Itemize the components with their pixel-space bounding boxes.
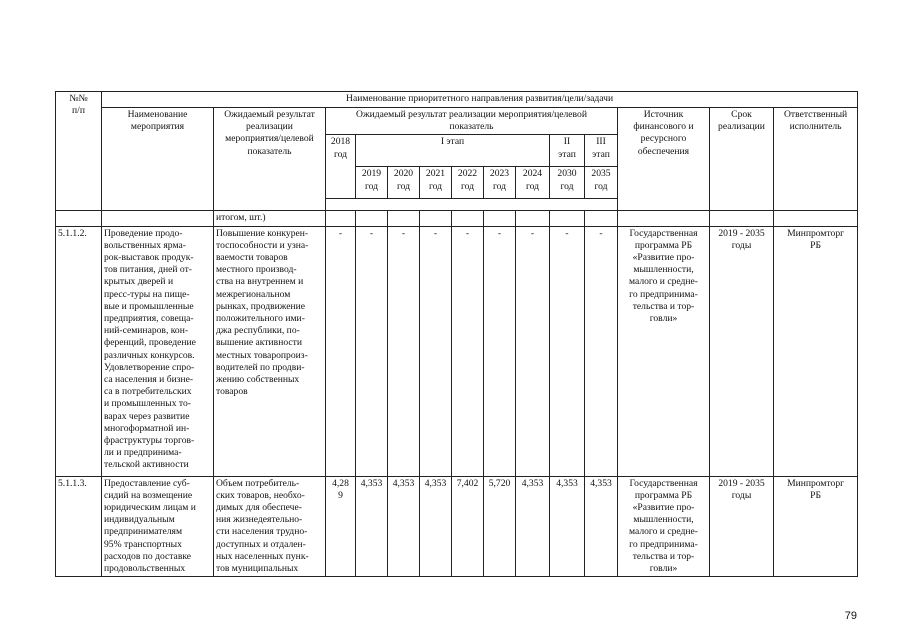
responsible-cell: Минпромторг РБ: [774, 226, 858, 476]
stage-2-header: II этап: [550, 135, 585, 167]
value-cell: -: [452, 226, 484, 476]
source-header: Источник финансового и ресурсного обеспечения: [618, 108, 710, 211]
table-cell: [56, 211, 102, 226]
responsible-cell: Минпромторг РБ: [774, 476, 858, 577]
row-number: 5.1.1.2.: [56, 226, 102, 476]
value-cell: -: [484, 226, 516, 476]
value-cell: -: [516, 226, 550, 476]
stage-3-header: III этап: [585, 135, 618, 167]
col-num-header: №№ п/п: [56, 92, 102, 211]
year-header: 2024 год: [516, 167, 550, 199]
table-cell: [102, 211, 214, 226]
term-cell: 2019 - 2035 годы: [710, 226, 774, 476]
expected-indicator-header: Ожидаемый результат реализации мероприятия/целевой показатель: [326, 108, 618, 135]
table-cell: [550, 211, 585, 226]
event-name-header: Наименование мероприятия: [102, 108, 214, 211]
expected-result-cell: Объем потребитель- ских товаров, необхо- димых для обеспече- ния жизнедеятельно- сти населения трудно- доступных и отдален- ных населенных пунк- тов муниципальных: [214, 476, 326, 577]
table-cell: [452, 211, 484, 226]
value-cell: 5,720: [484, 476, 516, 577]
expected-result-cell: Повышение конкурен- тоспособности и узна- ваемости товаров местного производ- ства на внутреннем и межрегиональном рынках, продвижение положительного ими- джа республики, по- вышение активности местных товаропроиз- водителей по продви- жению собственных товаров: [214, 226, 326, 476]
row-number: 5.1.1.3.: [56, 476, 102, 577]
table-cell: [356, 211, 388, 226]
table-cell: [710, 211, 774, 226]
value-cell: -: [420, 226, 452, 476]
expected-result-header: Ожидаемый результат реализации мероприятия/целевой показатель: [214, 108, 326, 211]
responsible-header: Ответственный исполнитель: [774, 108, 858, 211]
table-cell: [585, 211, 618, 226]
direction-header: Наименование приоритетного направления развития/цели/задачи: [102, 92, 858, 108]
source-cell: Государственная программа РБ «Развитие про- мышленности, малого и средне- го предпринима- тельства и тор- говли»: [618, 476, 710, 577]
year-header: 2020 год: [388, 167, 420, 199]
table-cell: [774, 211, 858, 226]
table-cell: [326, 211, 356, 226]
value-cell: 4,353: [356, 476, 388, 577]
table-row: [56, 476, 858, 577]
header-row-2: [56, 108, 858, 135]
table-cell: [420, 211, 452, 226]
value-cell: -: [585, 226, 618, 476]
term-cell: 2019 - 2035 годы: [710, 476, 774, 577]
header-spacer-cell: [326, 199, 618, 211]
year-2018-header: 2018 год: [326, 135, 356, 199]
year-header: 2023 год: [484, 167, 516, 199]
year-header: 2022 год: [452, 167, 484, 199]
year-header: 2021 год: [420, 167, 452, 199]
header-row-1: [56, 92, 858, 108]
page-number: 79: [844, 610, 857, 622]
value-cell: -: [356, 226, 388, 476]
value-cell: 4,353: [516, 476, 550, 577]
value-cell: 7,402: [452, 476, 484, 577]
table-row: [56, 226, 858, 476]
year-header: 2035 год: [585, 167, 618, 199]
stage-1-header: I этап: [356, 135, 550, 167]
event-name-cell: Проведение продо- вольственных ярма- рок-выставок продук- тов питания, дней от- крытых дверей и пресс-туры на пище- вые и промышленные предприятия, совеща- ний-семинаров, кон- ференций, проведение различных конкурсов. Удовлетворение спро- са населения и бизне- са в потребительских и промышленных то- варах через развитие многоформатной ин- фраструктуры торгов- ли и предпринима- тельской активности: [102, 226, 214, 476]
value-cell: 4,353: [585, 476, 618, 577]
year-header: 2030 год: [550, 167, 585, 199]
table-cell: [618, 211, 710, 226]
table-cell: [516, 211, 550, 226]
table-cell: [388, 211, 420, 226]
event-name-cell: Предоставление суб- сидий на возмещение юридическим лицам и индивидуальным предпринимателям 95% транспортных расходов по доставке продовольственных: [102, 476, 214, 577]
table-cell: [484, 211, 516, 226]
value-cell: -: [550, 226, 585, 476]
value-cell: 4,353: [550, 476, 585, 577]
term-header: Срок реализации: [710, 108, 774, 211]
value-cell: 4,28 9: [326, 476, 356, 577]
value-cell: 4,353: [420, 476, 452, 577]
source-cell: Государственная программа РБ «Развитие про- мышленности, малого и средне- го предпринима- тельства и тор- говли»: [618, 226, 710, 476]
value-cell: -: [326, 226, 356, 476]
program-table: [55, 91, 858, 577]
value-cell: -: [388, 226, 420, 476]
table-row-carry: [56, 211, 858, 226]
carry-text: итогом, шт.): [214, 211, 326, 226]
year-header: 2019 год: [356, 167, 388, 199]
value-cell: 4,353: [388, 476, 420, 577]
